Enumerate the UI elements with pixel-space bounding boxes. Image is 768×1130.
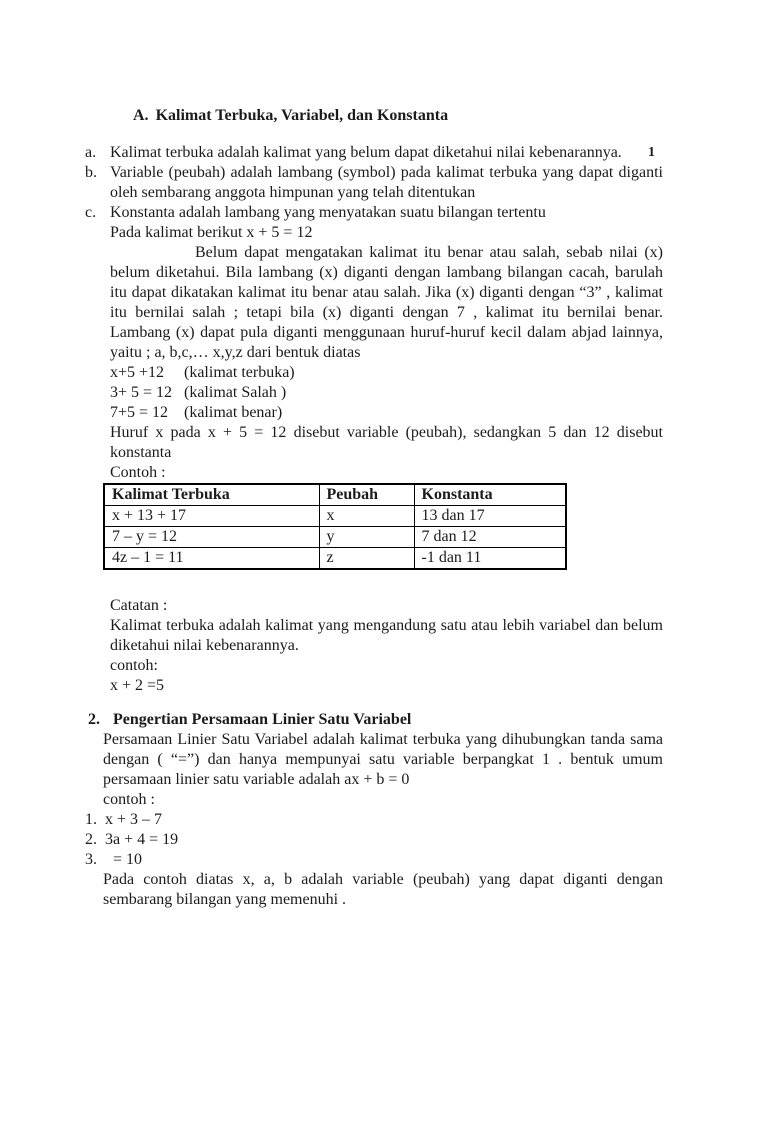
table-cell: 4z – 1 = 11 [104,548,319,570]
document-content [85,106,663,910]
equation-row [110,403,663,423]
list-item-b-text: Variable (peubah) adalah lambang (symbol) pada kalimat terbuka yang dapat diganti oleh sembarang anggota himpunan yang telah ditentukan [110,164,663,201]
catatan-label: Catatan : [110,597,168,614]
equation-list [85,363,663,423]
list-item-b [85,163,663,203]
example-table [103,483,567,570]
intro-line: Pada kalimat berikut x + 5 = 12 [110,224,313,241]
equation-expression: 7+5 = 12 [110,404,169,421]
table-cell: 13 dan 17 [414,506,566,527]
section-2-closing-paragraph: Pada contoh diatas x, a, b adalah variable (peubah) yang dapat diganti dengan sembarang bilangan yang memenuhi . [103,871,663,908]
list-item-c [85,203,663,223]
huruf-paragraph: Huruf x pada x + 5 = 12 disebut variable (peubah), sedangkan 5 dan 12 disebut konstanta [110,424,663,461]
catatan-example: x + 2 =5 [110,677,165,694]
table-cell: x [319,506,414,527]
example-item-text: x + 3 – 7 [105,811,163,828]
section-2-heading-label: 2. [88,711,100,728]
table-header-konstanta: Konstanta [414,484,566,506]
section-2-contoh-label: contoh : [103,791,155,808]
table-row [104,527,566,548]
table-cell: z [319,548,414,570]
contoh-label: Contoh : [110,464,166,481]
section-a-heading-title: Kalimat Terbuka, Variabel, dan Konstanta [155,107,449,124]
example-item-marker: 3. [85,851,97,868]
table-cell: -1 dan 11 [414,548,566,570]
definition-list [85,143,663,223]
section-2 [85,710,663,910]
equation-row [110,383,663,403]
list-item-a-text: Kalimat terbuka adalah kalimat yang belum dapat diketahui nilai kebenarannya. [110,144,622,161]
table-cell: 7 – y = 12 [104,527,319,548]
explanation-paragraph: Belum dapat mengatakan kalimat itu benar atau salah, sebab nilai (x) belum diketahui. Bila lambang (x) diganti dengan lambang bilangan cacah, barulah itu dapat dikatakan kalimat itu benar atau salah. Jika (x) diganti dengan “3” , kalimat itu bernilai salah ; tetapi bila (x) diganti dengan 7 , kalimat itu bernilai benar. Lambang (x) dapat pula diganti menggunaan huruf-huruf kecil dalam abjad lainnya, yaitu ; a, b,c,… x,y,z dari bentuk diatas [110,244,663,361]
example-item-marker: 1. [85,811,97,828]
equation-label: (kalimat benar) [184,404,283,421]
example-item-marker: 2. [85,831,97,848]
equation-label: (kalimat terbuka) [184,364,295,381]
example-item [85,830,663,850]
page-number: 1 [648,145,655,160]
section-2-examples [85,810,663,870]
table-cell: 7 dan 12 [414,527,566,548]
catatan-text: Kalimat terbuka adalah kalimat yang mengandung satu atau lebih variabel dan belum diketahui nilai kebenarannya. [110,617,663,654]
equation-label: (kalimat Salah ) [184,384,287,401]
example-item [85,810,663,830]
section-2-paragraph: Persamaan Linier Satu Variabel adalah kalimat terbuka yang dihubungkan tanda sama dengan ( “=”) dan hanya mempunyai satu variable berpangkat 1 . bentuk umum persamaan linier satu variable adalah ax + b = 0 [103,731,663,788]
equation-expression: 3+ 5 = 12 [110,384,173,401]
list-item-a-marker: a. [85,144,97,161]
table-cell: x + 13 + 17 [104,506,319,527]
list-item-b-marker: b. [85,164,97,181]
section-a-heading-label: A. [133,107,149,124]
example-item-text: = 10 [105,851,143,868]
table-header-kalimat-terbuka: Kalimat Terbuka [104,484,319,506]
table-cell: y [319,527,414,548]
catatan-contoh-label: contoh: [110,657,158,674]
table-row [104,548,566,570]
table-row [104,506,566,527]
equation-row [110,363,663,383]
section-a-heading [133,106,663,126]
table-header-row [104,484,566,506]
list-item-a [85,143,663,163]
table-header-peubah: Peubah [319,484,414,506]
section-2-heading-title: Pengertian Persamaan Linier Satu Variabel [113,711,412,728]
equation-expression: x+5 +12 [110,364,165,381]
example-item [85,850,663,870]
list-item-c-text: Konstanta adalah lambang yang menyatakan suatu bilangan tertentu [110,204,546,221]
example-item-text: 3a + 4 = 19 [105,831,179,848]
catatan-block [110,596,663,696]
list-item-c-marker: c. [85,204,97,221]
section-2-heading [85,710,663,730]
